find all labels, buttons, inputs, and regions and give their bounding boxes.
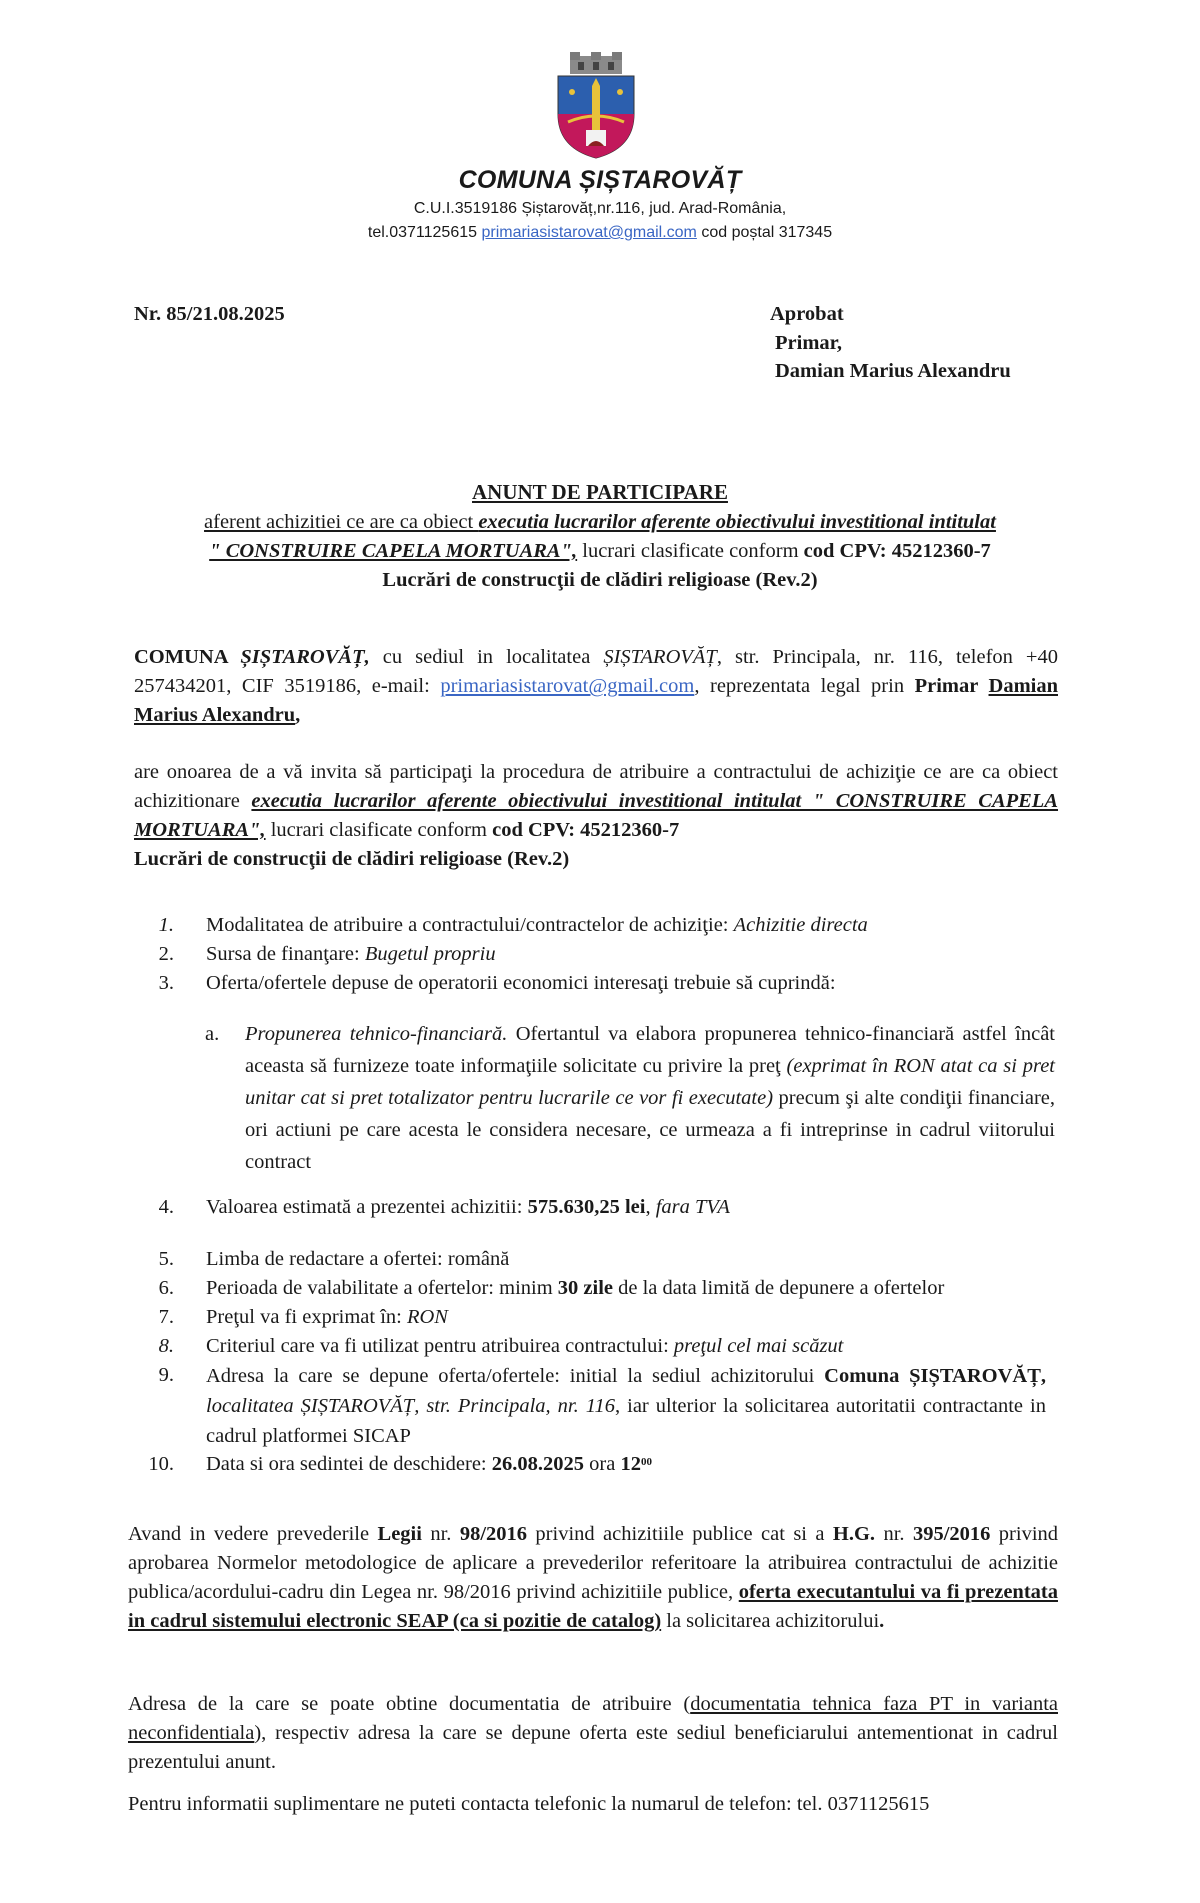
title-subline-1 (0, 508, 1200, 537)
subitem-a-title: Propunerea tehnico-financiară. (245, 1023, 508, 1045)
title-sub2-plain: lucrari clasificate conform (577, 540, 804, 562)
list-text: Valoarea estimată a prezentei achizitii: 575.630,25 lei, fara TVA (206, 1196, 730, 1218)
item-6-label: Perioada de valabilitate a ofertelor: minim (206, 1277, 558, 1299)
legal-dot: . (879, 1610, 885, 1632)
legal-hg: H.G. (832, 1523, 876, 1545)
item-4-value: 575.630,25 lei (527, 1196, 646, 1218)
subitem-a-text-2: precum şi alte condiţii financiare, ori actiuni pe care acesta le considera necesare, ce urmeaza a fi intreprinse in cadrul viitorului contract (245, 1087, 1055, 1173)
item-6-suffix: de la data limită de depunere a ofertelor (613, 1277, 945, 1299)
intro-text-2: , str. Principala, nr. 116, telefon +40 257434201, CIF 3519186, e-mail: (134, 646, 1058, 697)
legal-text-5: privind aprobarea Normelor metodologice de aplicare a prevederilor referitoare la atribuirea contractului de achizitie publica/acordului-cadru din Legea nr. 98/2016 privind achizitiile publice, (128, 1523, 1059, 1603)
item-9-org: Comuna ȘIȘTAROVĂȚ, (824, 1365, 1047, 1387)
list-text (206, 1450, 1046, 1479)
legal-text-2: nr. (421, 1523, 460, 1545)
invite-cpv-code: cod CPV: 45212360-7 (492, 819, 680, 841)
item-5-label: Limba de redactare a ofertei: română (206, 1248, 510, 1270)
legal-text-4: nr. (875, 1523, 913, 1545)
intro-primar-name: Damian Marius Alexandru (134, 675, 1058, 726)
intro-org-name: ȘIȘTAROVĂȚ, (240, 646, 370, 668)
item-9-suffix: , iar ulterior la solicitarea autoritatii contractante in cadrul platformei SICAP (206, 1395, 1046, 1447)
list-number: 1. (158, 914, 174, 936)
item-3-label: Oferta/ofertele depuse de operatorii economici interesaţi trebuie să cuprindă: (206, 972, 836, 994)
list-number: 10. (148, 1453, 174, 1475)
intro-locality: ȘIȘTAROVĂȚ (603, 646, 717, 668)
intro-comma: , (295, 704, 301, 726)
title-subline-3: Lucrări de construcţii de clădiri religioase (Rev.2) (382, 569, 818, 591)
item-9-label: Adresa la care se depune oferta/ofertele: initial la sediul achizitorului (206, 1365, 825, 1387)
item-10-date: 26.08.2025 (491, 1453, 584, 1475)
invite-project: executia lucrarilor aferente obiectivului investitional intitulat " CONSTRUIRE CAPELA MORTUARA", (134, 790, 1059, 841)
subitem-a-text-1: Ofertantul va elabora propunerea tehnico-financiară astfel încât aceasta să furnizeze toate informaţiile solicitate cu privire la preţ (245, 1023, 1056, 1077)
list-text (206, 1361, 1046, 1451)
intro-text-3: , reprezentata legal prin (694, 675, 915, 697)
intro-org: COMUNA (134, 646, 241, 668)
item-4-vat-note: fara TVA (655, 1196, 730, 1218)
intro-primar: Primar (914, 675, 989, 697)
item-1-value: Achizitie directa (733, 914, 868, 936)
legal-law-number: 98/2016 (459, 1523, 528, 1545)
item-2-label: Sursa de finanţare: (206, 943, 365, 965)
contact-line: Pentru informatii suplimentare ne puteti contacta telefonic la numarul de telefon: tel. 0371125615 (128, 1793, 930, 1815)
legal-text-6: la solicitarea achizitorului (661, 1610, 880, 1632)
legal-seap-requirement: oferta executantului va fi prezentata in cadrul sistemului electronic SEAP (ca si pozitie de catalog) (128, 1581, 1058, 1632)
list-text (206, 1332, 1046, 1361)
address-text-2: ), respectiv adresa la care se depune oferta este sediul beneficiarului antementionat in cadrul prezentului anunt. (128, 1722, 1058, 1773)
subitem-a-note: (exprimat în RON atat ca si pret unitar cat si pret totalizator pentru lucrarile ce vor fi executate) (245, 1055, 1056, 1109)
item-8-value: preţul cel mai scăzut (673, 1335, 844, 1357)
item-10-minutes: 00 (640, 1456, 652, 1468)
legal-paragraph (128, 1520, 1058, 1636)
item-10-label: Data si ora sedintei de deschidere: (206, 1453, 492, 1475)
legal-text-3: privind achizitiile publice cat si a (527, 1523, 833, 1545)
address-documentation: documentatia tehnica faza PT in varianta neconfidentiala (128, 1693, 1058, 1744)
list-text (206, 911, 1046, 940)
list-number: 3. (158, 972, 174, 994)
coat-of-arms (548, 52, 644, 160)
item-8-label: Criteriul care va fi utilizat pentru atribuirea contractului: (206, 1335, 674, 1357)
title-cpv-code: cod CPV: 45212360-7 (803, 540, 991, 562)
invitation-paragraph (134, 758, 1058, 874)
list-text (206, 1274, 1046, 1303)
list-text (206, 1303, 1046, 1332)
title-sub1-plain: aferent achizitiei ce are ca obiect (204, 511, 479, 533)
legal-law: Legii (377, 1523, 422, 1545)
item-7-label: Preţul va fi exprimat în: (206, 1306, 407, 1328)
title-subline-2 (0, 537, 1200, 566)
list-text (206, 940, 1046, 969)
item-9-address: localitatea ȘIȘTAROVĂȚ, str. Principala, nr. 116 (206, 1395, 615, 1417)
list-number: 8. (158, 1335, 174, 1357)
legal-text-1: Avand in vedere prevederile (128, 1523, 378, 1545)
list-number: 7. (158, 1306, 174, 1328)
intro-email-link[interactable]: primariasistarovat@gmail.com (440, 675, 695, 697)
invite-cpv-desc: Lucrări de construcţii de clădiri religioase (Rev.2) (134, 848, 570, 870)
org-name: COMUNA ȘIȘTAROVĂȚ (458, 166, 742, 194)
invite-text-1: are onoarea de a vă invita să participaţi la procedura de atribuire a contractului de achiziţie ce are ca obiect achizitionare (134, 761, 1058, 812)
list-number: 5. (158, 1248, 174, 1270)
item-10-ora: ora (584, 1453, 621, 1475)
documentation-address-paragraph (128, 1690, 1058, 1777)
legal-hg-number: 395/2016 (912, 1523, 991, 1545)
page-title: ANUNT DE PARTICIPARE (472, 480, 728, 504)
document-number: Nr. 85/21.08.2025 (134, 303, 285, 325)
org-postal-code: cod poștal 317345 (701, 224, 833, 241)
item-10-hour: 12 (620, 1453, 641, 1475)
item-1-label: Modalitatea de atribuire a contractului/contractelor de achiziţie: (206, 914, 734, 936)
sub-list-letter: a. (205, 1023, 220, 1045)
list-number: 6. (158, 1277, 174, 1299)
org-phone: tel.0371125615 (367, 224, 478, 241)
invite-text-2: lucrari clasificate conform (265, 819, 493, 841)
list-number: 9. (158, 1364, 174, 1386)
intro-paragraph (134, 643, 1058, 730)
item-4-label: Valoarea estimată a prezentei achizitii: (206, 1196, 528, 1218)
org-email-link[interactable]: primariasistarovat@gmail.com (481, 224, 697, 241)
approval-label: Aprobat (770, 303, 844, 325)
approval-role: Primar, (775, 332, 842, 354)
org-contact-line (0, 224, 1200, 242)
item-6-value: 30 zile (557, 1277, 614, 1299)
approval-signatory: Damian Marius Alexandru (775, 360, 1011, 382)
list-number: 2. (158, 943, 174, 965)
title-sub1-emphasis: executia lucrarilor aferente obiectivului investitional intitulat (478, 511, 996, 533)
sub-list-text (245, 1018, 1055, 1178)
intro-text-1: cu sediul in localitatea (369, 646, 604, 668)
item-2-value: Bugetul propriu (364, 943, 496, 965)
item-7-value: RON (406, 1306, 448, 1328)
address-text-1: Adresa de la care se poate obtine documentatia de atribuire ( (128, 1693, 691, 1715)
list-number: 4. (158, 1196, 174, 1218)
title-project-name: " CONSTRUIRE CAPELA MORTUARA", (209, 540, 578, 562)
org-address: C.U.I.3519186 Șiștarovăț,nr.116, jud. Arad-România, (413, 200, 787, 217)
